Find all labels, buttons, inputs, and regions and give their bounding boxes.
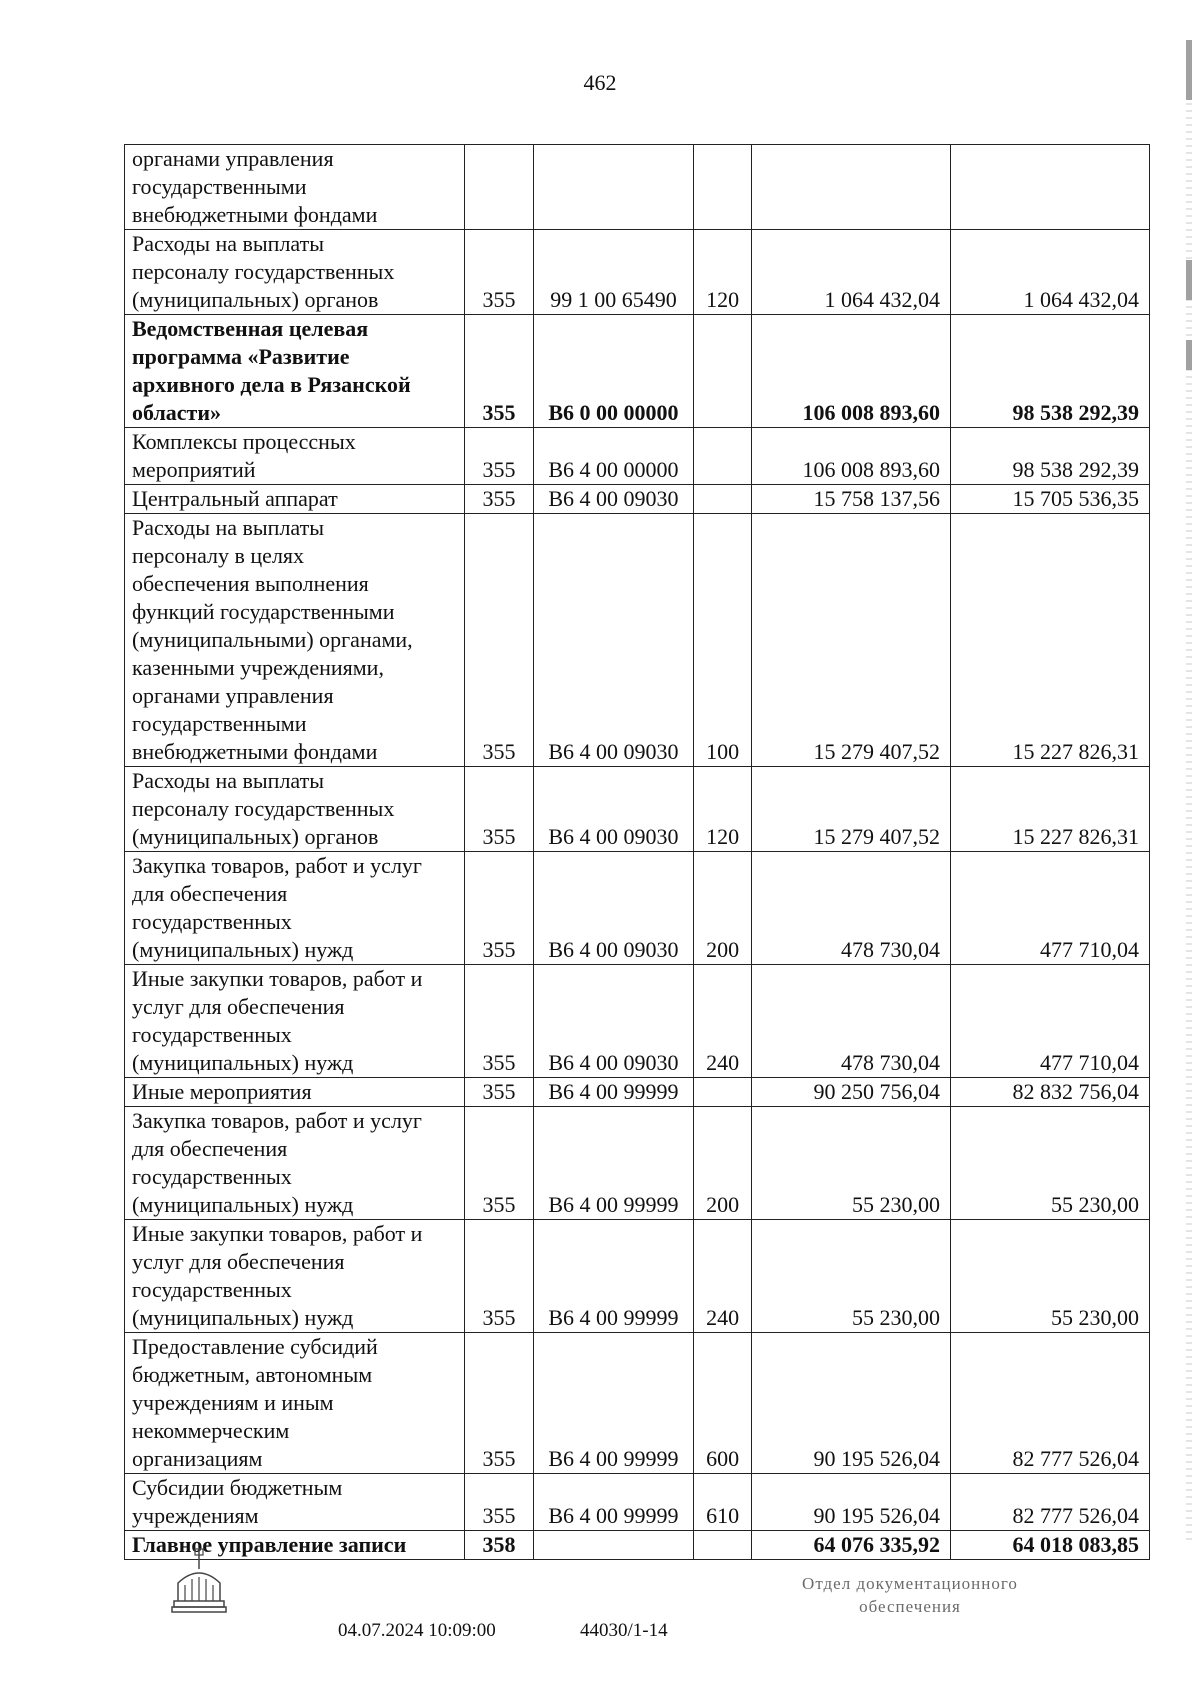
expense-name-cell (125, 965, 465, 1078)
target-article-cell: В6 4 00 09030 (533, 767, 693, 852)
table-row (125, 965, 1150, 1078)
amount-planned-cell: 90 195 526,04 (751, 1333, 950, 1474)
expense-name-cell (125, 1220, 465, 1333)
target-article-cell: В6 4 00 09030 (533, 485, 693, 514)
expense-name-cell (125, 145, 465, 230)
expense-type-cell (694, 428, 752, 485)
expense-name-cell (125, 1078, 465, 1107)
target-article-cell: 99 1 00 65490 (533, 230, 693, 315)
department-stamp (760, 1572, 1060, 1618)
expense-name: Комплексы процессных мероприятий (132, 429, 356, 482)
target-article-cell: В6 4 00 09030 (533, 965, 693, 1078)
expense-name: Расходы на выплаты персоналу в целях обеспечения выполнения функций государственными (муниципальными) органами, казенными учреждениями, органами управления государственными внебюджетными фондами (132, 515, 413, 764)
expense-name-cell (125, 485, 465, 514)
amount-executed-cell: 477 710,04 (950, 965, 1149, 1078)
table-row (125, 1107, 1150, 1220)
expense-name: Ведомственная целевая программа «Развитие архивного дела в Рязанской области» (132, 316, 411, 425)
amount-planned-cell: 15 279 407,52 (751, 514, 950, 767)
amount-executed-cell (950, 145, 1149, 230)
target-article-cell: В6 0 00 00000 (533, 315, 693, 428)
expense-name-cell (125, 1107, 465, 1220)
page-number: 462 (583, 70, 617, 95)
amount-planned-cell: 90 195 526,04 (751, 1474, 950, 1531)
department-code-cell: 355 (465, 852, 533, 965)
table-row (125, 230, 1150, 315)
expense-name: Иные закупки товаров, работ и услуг для обеспечения государственных (муниципальных) нужд (132, 1221, 423, 1330)
amount-planned-cell: 1 064 432,04 (751, 230, 950, 315)
department-code-cell: 355 (465, 1107, 533, 1220)
expense-name: Иные мероприятия (132, 1079, 312, 1104)
amount-executed-cell: 64 018 083,85 (950, 1531, 1149, 1560)
target-article-cell: В6 4 00 99999 (533, 1474, 693, 1531)
target-article-cell: В6 4 00 99999 (533, 1078, 693, 1107)
stamp-line-2: обеспечения (859, 1597, 961, 1616)
scan-edge-artifact (1186, 40, 1192, 1540)
expense-type-cell (694, 1078, 752, 1107)
amount-planned-cell: 55 230,00 (751, 1107, 950, 1220)
amount-planned-cell: 90 250 756,04 (751, 1078, 950, 1107)
target-article-cell: В6 4 00 99999 (533, 1220, 693, 1333)
budget-table (124, 144, 1150, 1560)
amount-planned-cell: 55 230,00 (751, 1220, 950, 1333)
expense-type-cell: 240 (694, 965, 752, 1078)
amount-executed-cell: 82 777 526,04 (950, 1474, 1149, 1531)
target-article-cell: В6 4 00 09030 (533, 852, 693, 965)
department-code-cell: 355 (465, 1078, 533, 1107)
expense-name: Центральный аппарат (132, 486, 338, 511)
target-article-cell: В6 4 00 09030 (533, 514, 693, 767)
expense-type-cell: 200 (694, 852, 752, 965)
expense-name: Закупка товаров, работ и услуг для обеспечения государственных (муниципальных) нужд (132, 853, 422, 962)
department-code-cell: 355 (465, 767, 533, 852)
department-code-cell: 355 (465, 1220, 533, 1333)
expense-name-cell (125, 852, 465, 965)
amount-planned-cell: 64 076 335,92 (751, 1531, 950, 1560)
expense-name: Расходы на выплаты персоналу государственных (муниципальных) органов (132, 768, 395, 849)
amount-executed-cell: 82 832 756,04 (950, 1078, 1149, 1107)
table-row (125, 145, 1150, 230)
amount-executed-cell: 15 705 536,35 (950, 485, 1149, 514)
expense-name-cell (125, 428, 465, 485)
department-code-cell: 355 (465, 1474, 533, 1531)
footer-document-number: 44030/1-14 (580, 1620, 668, 1641)
expense-name-cell (125, 315, 465, 428)
expense-type-cell: 120 (694, 767, 752, 852)
department-code-cell: 355 (465, 230, 533, 315)
department-code-cell: 355 (465, 485, 533, 514)
stamp-line-1: Отдел документационного (802, 1574, 1018, 1593)
target-article-cell (533, 145, 693, 230)
expense-type-cell: 100 (694, 514, 752, 767)
table-row (125, 1474, 1150, 1531)
department-code-cell (465, 145, 533, 230)
department-code-cell: 355 (465, 428, 533, 485)
amount-planned-cell: 106 008 893,60 (751, 315, 950, 428)
table-row (125, 315, 1150, 428)
expense-type-cell (694, 1531, 752, 1560)
amount-planned-cell: 478 730,04 (751, 965, 950, 1078)
expense-name: Субсидии бюджетным учреждениям (132, 1475, 343, 1528)
amount-planned-cell: 106 008 893,60 (751, 428, 950, 485)
amount-executed-cell: 98 538 292,39 (950, 315, 1149, 428)
target-article-cell: В6 4 00 99999 (533, 1107, 693, 1220)
amount-executed-cell: 15 227 826,31 (950, 514, 1149, 767)
expense-name-cell (125, 230, 465, 315)
expense-name: Предоставление субсидий бюджетным, автономным учреждениям и иным некоммерческим организациям (132, 1334, 378, 1471)
expense-type-cell: 200 (694, 1107, 752, 1220)
expense-type-cell: 120 (694, 230, 752, 315)
table-row (125, 767, 1150, 852)
expense-name: Главное управление записи (132, 1532, 407, 1557)
amount-executed-cell: 82 777 526,04 (950, 1333, 1149, 1474)
table-row (125, 852, 1150, 965)
table-row (125, 428, 1150, 485)
expense-name-cell (125, 514, 465, 767)
budget-table-body (125, 145, 1150, 1560)
expense-name: Закупка товаров, работ и услуг для обеспечения государственных (муниципальных) нужд (132, 1108, 422, 1217)
department-code-cell: 358 (465, 1531, 533, 1560)
department-code-cell: 355 (465, 315, 533, 428)
amount-executed-cell: 15 227 826,31 (950, 767, 1149, 852)
target-article-cell (533, 1531, 693, 1560)
expense-type-cell: 610 (694, 1474, 752, 1531)
table-row (125, 1078, 1150, 1107)
government-emblem-icon (168, 1545, 230, 1615)
amount-planned-cell (751, 145, 950, 230)
target-article-cell: В6 4 00 00000 (533, 428, 693, 485)
target-article-cell: В6 4 00 99999 (533, 1333, 693, 1474)
table-row (125, 514, 1150, 767)
expense-name-cell (125, 1474, 465, 1531)
amount-planned-cell: 15 758 137,56 (751, 485, 950, 514)
expense-name: Иные закупки товаров, работ и услуг для обеспечения государственных (муниципальных) нужд (132, 966, 423, 1075)
amount-executed-cell: 1 064 432,04 (950, 230, 1149, 315)
expense-name-cell (125, 767, 465, 852)
expense-type-cell (694, 145, 752, 230)
table-row (125, 1220, 1150, 1333)
footer-datetime: 04.07.2024 10:09:00 (338, 1620, 496, 1641)
expense-type-cell (694, 315, 752, 428)
expense-name-cell (125, 1333, 465, 1474)
amount-executed-cell: 98 538 292,39 (950, 428, 1149, 485)
department-code-cell: 355 (465, 514, 533, 767)
table-row (125, 485, 1150, 514)
expense-name: Расходы на выплаты персоналу государственных (муниципальных) органов (132, 231, 395, 312)
amount-executed-cell: 477 710,04 (950, 852, 1149, 965)
table-row (125, 1333, 1150, 1474)
amount-executed-cell: 55 230,00 (950, 1107, 1149, 1220)
expense-type-cell: 240 (694, 1220, 752, 1333)
expense-type-cell (694, 485, 752, 514)
expense-name: органами управления государственными внебюджетными фондами (132, 146, 378, 227)
expense-type-cell: 600 (694, 1333, 752, 1474)
department-code-cell: 355 (465, 965, 533, 1078)
amount-planned-cell: 15 279 407,52 (751, 767, 950, 852)
amount-planned-cell: 478 730,04 (751, 852, 950, 965)
department-code-cell: 355 (465, 1333, 533, 1474)
table-row (125, 1531, 1150, 1560)
amount-executed-cell: 55 230,00 (950, 1220, 1149, 1333)
